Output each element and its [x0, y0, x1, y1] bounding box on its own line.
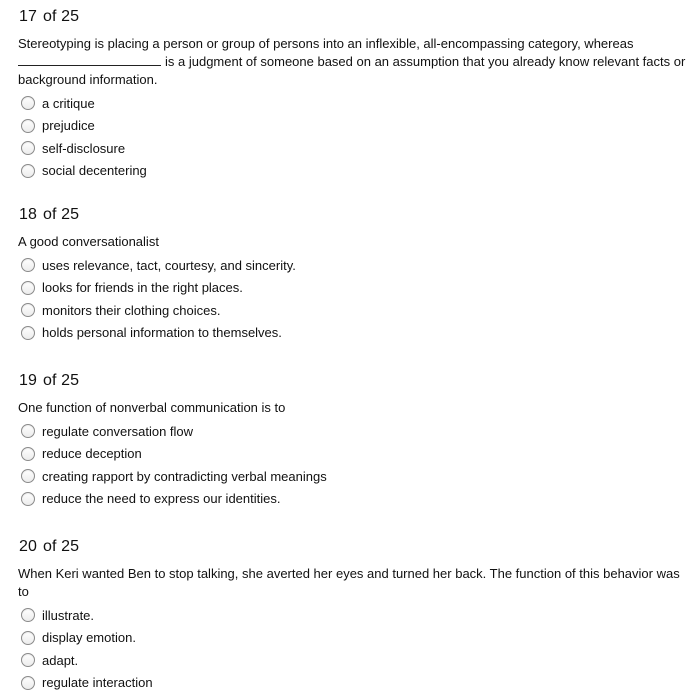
- radio-button[interactable]: [21, 608, 35, 622]
- option-label: holds personal information to themselves.: [42, 325, 282, 340]
- radio-button[interactable]: [21, 258, 35, 272]
- answer-option[interactable]: [18, 254, 694, 277]
- question-18: [18, 205, 694, 344]
- question-text: One function of nonverbal communication is to: [18, 399, 694, 417]
- answer-options: [18, 92, 694, 182]
- option-label: adapt.: [42, 653, 78, 668]
- question-number: 17 of 25: [19, 7, 694, 27]
- option-label: social decentering: [42, 163, 147, 178]
- question-text: When Keri wanted Ben to stop talking, she averted her eyes and turned her back. The function of this behavior was to: [18, 565, 694, 601]
- radio-button[interactable]: [21, 631, 35, 645]
- radio-button[interactable]: [21, 96, 35, 110]
- radio-button[interactable]: [21, 141, 35, 155]
- question-number: 19 of 25: [19, 371, 694, 391]
- radio-button[interactable]: [21, 119, 35, 133]
- answer-option[interactable]: [18, 299, 694, 322]
- option-label: display emotion.: [42, 630, 136, 645]
- radio-button[interactable]: [21, 424, 35, 438]
- option-label: regulate conversation flow: [42, 424, 193, 439]
- question-number: 20 of 25: [19, 537, 694, 557]
- option-label: looks for friends in the right places.: [42, 280, 243, 295]
- question-text: A good conversationalist: [18, 233, 694, 251]
- option-label: illustrate.: [42, 608, 94, 623]
- radio-button[interactable]: [21, 326, 35, 340]
- answer-option[interactable]: [18, 649, 694, 672]
- answer-option[interactable]: [18, 420, 694, 443]
- option-label: regulate interaction: [42, 675, 153, 690]
- fill-in-blank: [18, 53, 161, 66]
- answer-options: [18, 420, 694, 510]
- option-label: creating rapport by contradicting verbal meanings: [42, 469, 327, 484]
- answer-option[interactable]: [18, 604, 694, 627]
- question-19: [18, 371, 694, 510]
- question-text: Stereotyping is placing a person or group of persons into an inflexible, all-encompassing category, whereas is a judgment of someone based on an assumption that you already know relevant facts or background information.: [18, 35, 694, 89]
- radio-button[interactable]: [21, 281, 35, 295]
- answer-option[interactable]: [18, 92, 694, 115]
- answer-option[interactable]: [18, 160, 694, 183]
- radio-button[interactable]: [21, 164, 35, 178]
- answer-option[interactable]: [18, 465, 694, 488]
- question-20: [18, 537, 694, 694]
- answer-option[interactable]: [18, 488, 694, 511]
- radio-button[interactable]: [21, 492, 35, 506]
- radio-button[interactable]: [21, 653, 35, 667]
- answer-option[interactable]: [18, 672, 694, 694]
- option-label: uses relevance, tact, courtesy, and sincerity.: [42, 258, 296, 273]
- answer-options: [18, 604, 694, 694]
- option-label: prejudice: [42, 118, 95, 133]
- answer-options: [18, 254, 694, 344]
- answer-option[interactable]: [18, 277, 694, 300]
- option-label: a critique: [42, 96, 95, 111]
- option-label: reduce the need to express our identities.: [42, 491, 280, 506]
- question-number: 18 of 25: [19, 205, 694, 225]
- option-label: self-disclosure: [42, 141, 125, 156]
- answer-option[interactable]: [18, 115, 694, 138]
- answer-option[interactable]: [18, 322, 694, 345]
- radio-button[interactable]: [21, 303, 35, 317]
- answer-option[interactable]: [18, 137, 694, 160]
- radio-button[interactable]: [21, 676, 35, 690]
- question-17: [18, 7, 694, 182]
- radio-button[interactable]: [21, 447, 35, 461]
- option-label: monitors their clothing choices.: [42, 303, 220, 318]
- radio-button[interactable]: [21, 469, 35, 483]
- answer-option[interactable]: [18, 443, 694, 466]
- answer-option[interactable]: [18, 627, 694, 650]
- option-label: reduce deception: [42, 446, 142, 461]
